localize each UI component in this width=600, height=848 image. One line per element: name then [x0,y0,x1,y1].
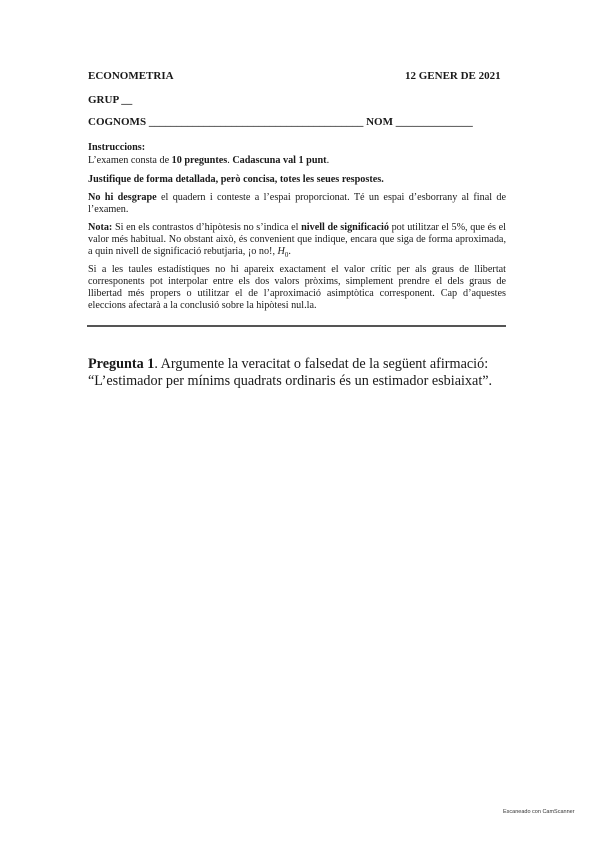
scanner-footer: Escaneado con CamScanner [503,809,575,815]
exam-date: 12 GENER DE 2021 [405,70,501,82]
instructions-title: Instruccions: [88,142,146,153]
question-1: Pregunta 1. Argumente la veracitat o falsedat de la següent afirmació: “L’estimador per mínims quadrats ordinaris és un estimador esbiaixat”. [88,356,493,389]
group-field: GRUP __ [88,94,133,106]
name-label: NOM [366,116,393,128]
name-blank: ______________ [395,116,473,128]
instructions-note: Nota: Si en els contrastos d’hipòtesis no s’indica el nivell de significació pot utilitzar el 5%, que és el valor més habitual. No obstant això, és convenient que indique, encara que siga de forma aproximada, a quin nivell de significació rebutjaria, ¡o no!, $H_0$. [88,222,506,260]
instructions-count: L’examen consta de 10 preguntes. Cadascuna val 1 punt. [88,155,330,166]
divider [87,325,506,327]
course-title: ECONOMETRIA [88,70,174,82]
instructions-nodetach: No hi desgrape el quadern i conteste a l’espai proporcionat. Té un espai d’esborrany al final de l’examen. [88,192,506,215]
surname-label: COGNOMS [88,116,147,128]
instructions-justify: Justifique de forma detallada, però concisa, totes les seues respostes. [88,174,384,185]
name-row [88,116,473,128]
instructions-tables: Si a les taules estadístiques no hi apareix exactament el valor crític per als graus de llibertat corresponents pot interpolar entre els dos valors pròxims, simplement prendre el dels graus de llibertad més propers o utilitzar el de l’aproximació asimptòtica corresponent. Cap d’aquestes eleccions afectarà a la conclusió sobre la hipòtesi nul.la. [88,264,506,311]
surname-blank: _______________________________________ [148,116,364,128]
